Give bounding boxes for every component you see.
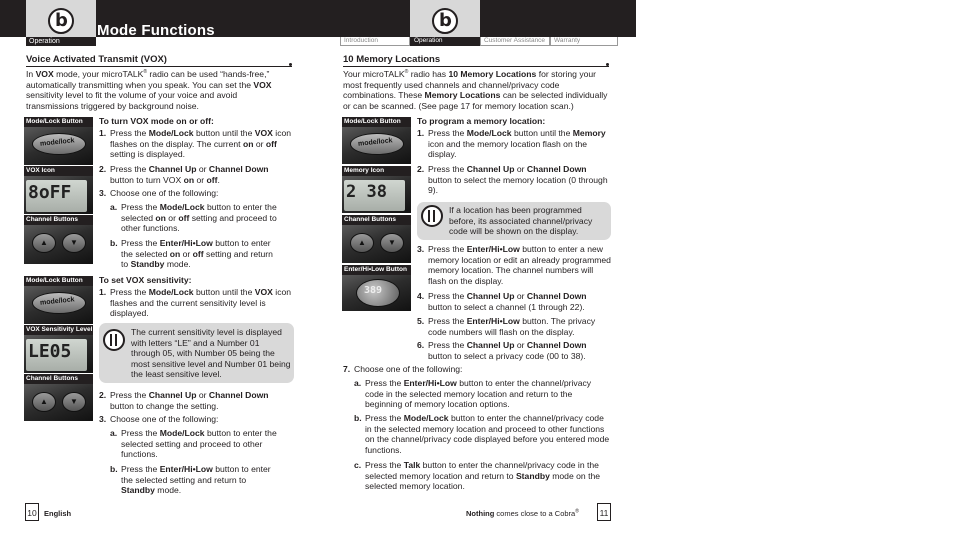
- nav-tab-introduction[interactable]: Introduction: [340, 37, 410, 46]
- image-vox-icon: VOX Icon 8oFF: [24, 166, 93, 214]
- operation-icon: b: [48, 8, 74, 34]
- page-title: Mode Functions: [97, 22, 215, 39]
- section-title-vox: Voice Activated Transmit (VOX): [26, 54, 167, 65]
- operation-icon: b: [432, 8, 458, 34]
- mem-step-4: 4. Press the Channel Up or Channel Down button to select a channel (1 through 22).: [417, 291, 587, 312]
- image-memory-icon: Memory Icon 2 38: [342, 166, 411, 213]
- mem-step-7a: a. Press the Enter/Hi•Low button to enter the channel/privacy code in the selected memory location and return to the beginning of memory location options.: [354, 378, 592, 410]
- footer-tagline: Nothing comes close to a Cobra®: [466, 508, 579, 518]
- vox-step-3: 3. Choose one of the following:: [99, 188, 219, 198]
- section-tab-label: Operation: [26, 37, 96, 46]
- section-tab-left: [26, 0, 96, 46]
- channel-down-icon: ▼: [380, 233, 404, 253]
- vox-step-2: 2. Press the Channel Up or Channel Down button to turn VOX on or off.: [99, 164, 269, 185]
- channel-down-icon: ▼: [62, 392, 86, 412]
- image-channel-buttons: Channel Buttons ▲ ▼: [24, 374, 93, 421]
- nav-tab-operation[interactable]: Operation: [410, 37, 480, 46]
- image-channel-buttons: Channel Buttons ▲ ▼: [24, 215, 93, 264]
- sens-step-2: 2. Press the Channel Up or Channel Down button to change the setting.: [99, 390, 269, 411]
- vox-sensitivity-heading: To set VOX sensitivity:: [99, 275, 192, 285]
- mem-step-5: 5. Press the Enter/Hi•Low button. The privacy code numbers will flash on the display.: [417, 316, 596, 337]
- vox-on-off-heading: To turn VOX mode on or off:: [99, 116, 214, 126]
- image-mode-lock-button: Mode/Lock Button mode/lock: [24, 276, 93, 324]
- mem-step-1: 1. Press the Mode/Lock button until the Memory icon and the memory location flash on the display.: [417, 128, 606, 160]
- section-rule: [343, 66, 609, 67]
- section-rule-dot: [289, 63, 292, 66]
- mem-step-3: 3. Press the Enter/Hi•Low button to enter a new memory location or edit an already programmed memory location. The channel numbers will flash on the display.: [417, 244, 611, 286]
- footer-language: English: [44, 509, 72, 518]
- sens-step-1: 1. Press the Mode/Lock button until the VOX icon flashes and the current sensitivity level is displayed.: [99, 287, 292, 319]
- mem-step-7c: c. Press the Talk button to enter the channel/privacy code in the selected memory location and return to Standby mode on the selected memory location.: [354, 460, 601, 492]
- note-memory: If a location has been programmed before, its associated channel/privacy code will be shown on the display.: [417, 202, 611, 240]
- mem-step-7b: b. Press the Mode/Lock button to enter the channel/privacy code in the selected memory location and proceed to other functions on the channel/privacy code displayed before you entered mode functions.: [354, 413, 610, 455]
- section-title-memory: 10 Memory Locations: [343, 54, 441, 65]
- mem-step-7: 7. Choose one of the following:: [343, 364, 463, 374]
- note-sensitivity: The current sensitivity level is displayed with letters “LE” and a Number 01 through 05, with Number 05 being the most sensitive level and Number 01 being the least sensitive level.: [99, 323, 294, 383]
- section-rule-dot: [606, 63, 609, 66]
- page-number-right: 11: [597, 503, 611, 521]
- note-info-icon: [103, 329, 125, 351]
- page-number-left: 10: [25, 503, 39, 521]
- image-vox-sensitivity: VOX Sensitivity Level LE05: [24, 325, 93, 373]
- memory-intro: Your microTALK® radio has 10 Memory Locations for storing your most frequently used channels and channel/privacy code combinations. These Memory Locations can be selected individually or can be scanned. (See page 17 for memory location scan.): [343, 69, 608, 111]
- vox-step-3b: b. Press the Enter/Hi•Low button to enter the selected on or off setting and return to Standby mode.: [110, 238, 273, 270]
- vox-step-3a: a. Press the Mode/Lock button to enter the selected on or off setting and proceed to other functions.: [110, 202, 277, 234]
- sens-step-3b: b. Press the Enter/Hi•Low button to enter the selected setting and return to Standby mode.: [110, 464, 271, 496]
- mem-step-6: 6. Press the Channel Up or Channel Down button to select a privacy code (00 to 38).: [417, 340, 587, 361]
- channel-up-icon: ▲: [350, 233, 374, 253]
- channel-down-icon: ▼: [62, 233, 86, 253]
- vox-intro: In VOX mode, your microTALK® radio can be used “hands-free,” automatically transmitting when you speak. You can set the VOX sensitivity level to fit the volume of your voice and avoid transmissions triggered by background noise.: [26, 69, 272, 111]
- sens-step-3a: a. Press the Mode/Lock button to enter the selected setting and proceed to other functions.: [110, 428, 277, 460]
- image-enter-hi-low-button: Enter/Hi•Low Button 389: [342, 265, 411, 311]
- mem-step-2: 2. Press the Channel Up or Channel Down button to select the memory location (0 through 9).: [417, 164, 608, 196]
- image-mode-lock-button: Mode/Lock Button mode/lock: [342, 117, 411, 164]
- section-nav: [340, 37, 618, 46]
- nav-tab-warranty[interactable]: Warranty: [550, 37, 618, 46]
- section-rule: [26, 66, 292, 67]
- program-memory-heading: To program a memory location:: [417, 116, 546, 126]
- sens-step-3: 3. Choose one of the following:: [99, 414, 219, 424]
- image-mode-lock-button: Mode/Lock Button mode/lock: [24, 117, 93, 165]
- vox-step-1: 1. Press the Mode/Lock button until the VOX icon flashes on the display. The current on or off setting is displayed.: [99, 128, 292, 160]
- image-channel-buttons: Channel Buttons ▲ ▼: [342, 215, 411, 263]
- channel-up-icon: ▲: [32, 392, 56, 412]
- note-info-icon: [421, 205, 443, 227]
- channel-up-icon: ▲: [32, 233, 56, 253]
- nav-tab-customer-assistance[interactable]: Customer Assistance: [480, 37, 550, 46]
